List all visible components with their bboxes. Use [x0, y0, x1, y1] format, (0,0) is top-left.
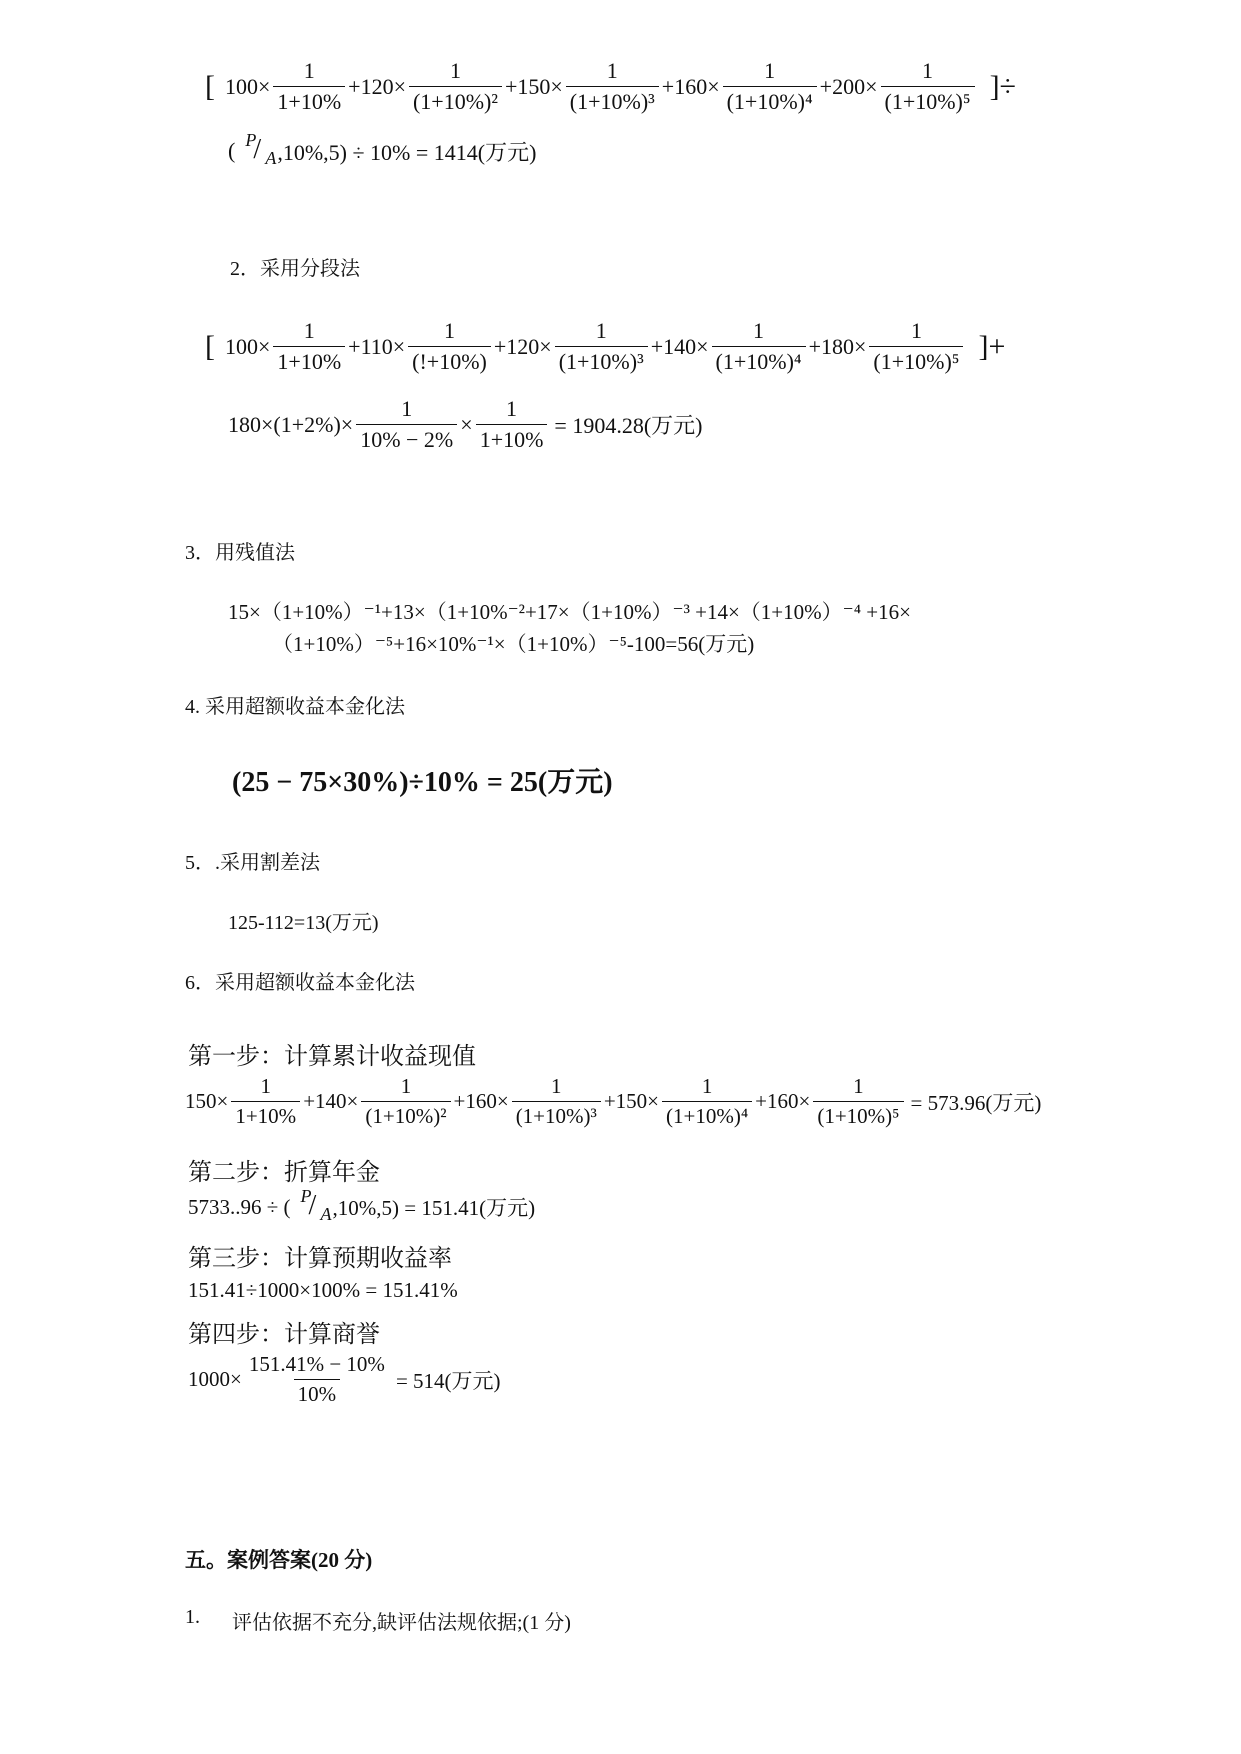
pa-p: P — [300, 1186, 312, 1206]
coef: +160× — [661, 73, 720, 99]
step4-formula — [188, 1352, 501, 1407]
fraction — [409, 58, 502, 115]
coef: +160× — [453, 1089, 509, 1113]
item3-heading: 3．用残值法 — [185, 542, 295, 564]
denominator: 1+10% — [273, 346, 345, 375]
item2-heading: 2．采用分段法 — [230, 258, 360, 280]
fraction — [566, 58, 659, 115]
denominator: (!+10%) — [408, 346, 491, 375]
numerator: 1 — [401, 396, 413, 421]
step2-b: ,10%,5) = 151.41(万元) — [332, 1196, 536, 1220]
step1-result: = 573.96(万元) — [910, 1090, 1042, 1115]
coef: +150× — [603, 1089, 659, 1113]
item3-line2: （1+10%）⁻⁵+16×10%⁻¹×（1+10%）⁻⁵-100=56(万元) — [272, 632, 755, 656]
numerator: 1 — [922, 58, 934, 83]
denominator: (1+10%)⁵ — [813, 1101, 903, 1129]
numerator: 1 — [449, 58, 461, 83]
section5-item1-number: 1. — [185, 1606, 200, 1628]
section5-title: 五。案例答案(20 分) — [185, 1548, 373, 1572]
step4-title: 第四步：计算商誉 — [188, 1321, 380, 1348]
fraction — [512, 1074, 601, 1129]
fraction — [881, 58, 975, 115]
denominator: (1+10%)⁴ — [723, 86, 817, 115]
numerator: 1 — [400, 1074, 412, 1098]
eq1-line1 — [205, 58, 1016, 115]
coef: +180× — [808, 333, 867, 359]
step4-result: = 514(万元) — [395, 1368, 501, 1393]
fraction — [869, 318, 963, 375]
numerator: 1 — [260, 1074, 272, 1098]
paren-open: ( — [228, 138, 236, 163]
pa-p: P — [245, 130, 257, 150]
denominator: (1+10%)³ — [555, 346, 648, 375]
numerator: 1 — [853, 1074, 864, 1098]
fraction — [273, 318, 345, 375]
bracket-open: [ — [205, 329, 215, 363]
bracket-close: ]+ — [978, 329, 1006, 363]
fraction — [555, 318, 648, 375]
fraction — [408, 318, 491, 375]
item3-line1: 15×（1+10%）⁻¹+13×（1+10%⁻²+17×（1+10%）⁻³ +14×（1+10%）⁻⁴ +16× — [228, 600, 911, 624]
coef: +120× — [348, 73, 406, 99]
fraction — [273, 58, 345, 115]
fraction — [813, 1074, 903, 1129]
denominator: 1+10% — [231, 1101, 300, 1129]
pa-slash: / — [253, 134, 262, 165]
numerator: 1 — [595, 318, 607, 343]
coef: +150× — [504, 73, 563, 99]
eq1-line2 — [228, 130, 537, 168]
coef: +140× — [650, 333, 709, 359]
step3-formula: 151.41÷1000×100% = 151.41% — [188, 1278, 458, 1302]
step2-a: 5733..96 ÷ ( — [188, 1194, 291, 1219]
numerator: 1 — [303, 58, 315, 83]
bracket-open: [ — [205, 69, 215, 103]
denominator: 10% — [294, 1379, 341, 1407]
step2-title: 第二步：折算年金 — [188, 1159, 380, 1186]
denominator: 1+10% — [273, 86, 345, 115]
denominator: 1+10% — [476, 424, 548, 453]
numerator: 1 — [444, 318, 456, 343]
pa-factor — [291, 1186, 333, 1224]
step3-title: 第三步：计算预期收益率 — [188, 1245, 452, 1272]
fraction — [356, 396, 457, 453]
eq2-line2 — [228, 396, 702, 453]
bracket-close: ]÷ — [989, 69, 1017, 103]
item4-heading: 4. 采用超额收益本金化法 — [185, 696, 405, 718]
eq1-result: ,10%,5) ÷ 10% = 1414(万元) — [277, 139, 537, 165]
coef: +160× — [755, 1089, 811, 1113]
fraction — [712, 318, 806, 375]
eq2-line2-a: 180×(1+2%)× — [228, 411, 354, 437]
fraction — [245, 1352, 389, 1407]
denominator: (1+10%)² — [409, 86, 502, 115]
step1-title: 第一步：计算累计收益现值 — [188, 1043, 476, 1070]
denominator: (1+10%)³ — [512, 1101, 601, 1129]
coef: 150× — [185, 1089, 229, 1113]
denominator: 10% − 2% — [356, 424, 457, 453]
fraction — [361, 1074, 450, 1129]
numerator: 1 — [764, 58, 776, 83]
step4-a: 1000× — [188, 1367, 242, 1391]
eq2-line2-b: × — [460, 411, 473, 437]
pa-slash: / — [308, 1190, 317, 1221]
numerator: 1 — [551, 1074, 562, 1098]
numerator: 1 — [506, 396, 518, 421]
numerator: 1 — [910, 318, 922, 343]
fraction — [662, 1074, 752, 1129]
numerator: 1 — [701, 1074, 713, 1098]
numerator: 151.41% − 10% — [248, 1352, 385, 1376]
pa-factor — [235, 130, 277, 168]
coef: +200× — [819, 73, 878, 99]
step1-formula — [185, 1074, 1041, 1129]
coef: 100× — [225, 73, 271, 99]
item6-heading: 6．采用超额收益本金化法 — [185, 972, 415, 994]
numerator: 1 — [753, 318, 765, 343]
fraction — [231, 1074, 300, 1129]
coef: 100× — [225, 333, 271, 359]
denominator: (1+10%)⁵ — [881, 86, 975, 115]
coef: +120× — [493, 333, 552, 359]
numerator: 1 — [606, 58, 618, 83]
pa-a: A — [265, 148, 277, 168]
pa-a: A — [320, 1204, 332, 1224]
step2-formula — [188, 1186, 536, 1224]
numerator: 1 — [303, 318, 315, 343]
fraction — [476, 396, 548, 453]
denominator: (1+10%)⁵ — [869, 346, 963, 375]
coef: +140× — [303, 1089, 359, 1113]
denominator: (1+10%)⁴ — [662, 1101, 752, 1129]
item5-heading: 5．.采用割差法 — [185, 852, 320, 874]
denominator: (1+10%)² — [361, 1101, 450, 1129]
eq2-result: = 1904.28(万元) — [554, 413, 703, 438]
item5-formula: 125-112=13(万元) — [228, 912, 379, 934]
section5-item1-text: 评估依据不充分,缺评估法规依据;(1 分) — [232, 1612, 571, 1634]
coef: +110× — [348, 333, 406, 359]
fraction — [723, 58, 817, 115]
denominator: (1+10%)³ — [566, 86, 659, 115]
item4-formula: (25 − 75×30%)÷10% = 25(万元) — [232, 767, 613, 798]
denominator: (1+10%)⁴ — [712, 346, 806, 375]
eq2-line1 — [205, 318, 1005, 375]
